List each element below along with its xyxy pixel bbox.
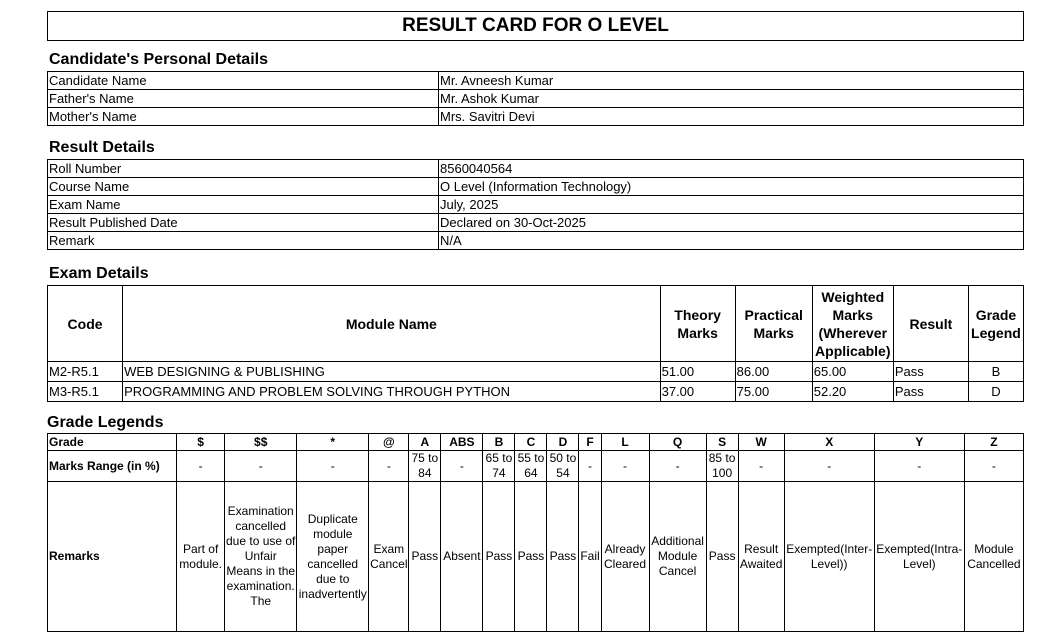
grade-marks-range: - bbox=[369, 451, 409, 482]
table-row bbox=[48, 196, 1024, 214]
grade-legend: B bbox=[968, 362, 1023, 382]
grade-remark: Duplicate module paper cancelled due to inadvertently bbox=[297, 482, 369, 632]
grade-marks-range: - bbox=[579, 451, 601, 482]
grade-code: C bbox=[515, 434, 547, 451]
grade-remark: Pass bbox=[547, 482, 579, 632]
grade-code: Q bbox=[649, 434, 706, 451]
remarks-row bbox=[48, 482, 1024, 632]
grade-remark: Pass bbox=[706, 482, 738, 632]
roll-number-value: 8560040564 bbox=[439, 160, 1024, 178]
col-code-header: Code bbox=[48, 286, 123, 362]
grade-code: $ bbox=[177, 434, 225, 451]
grade-remark: Part of module. bbox=[177, 482, 225, 632]
table-row bbox=[48, 72, 1024, 90]
grade-marks-range: - bbox=[874, 451, 964, 482]
marks-range-label: Marks Range (in %) bbox=[48, 451, 177, 482]
grade-legends-heading: Grade Legends bbox=[47, 414, 164, 431]
grade-code: F bbox=[579, 434, 601, 451]
grade-code: Z bbox=[964, 434, 1023, 451]
weighted-marks: 52.20 bbox=[812, 382, 893, 402]
grade-remark: Exam Cancel bbox=[369, 482, 409, 632]
grade-remark: Result Awaited bbox=[738, 482, 784, 632]
practical-marks: 75.00 bbox=[735, 382, 812, 402]
grade-code: D bbox=[547, 434, 579, 451]
grade-marks-range: - bbox=[964, 451, 1023, 482]
grade-marks-range: - bbox=[297, 451, 369, 482]
col-practical-header: Practical Marks bbox=[735, 286, 812, 362]
module-code: M2-R5.1 bbox=[48, 362, 123, 382]
personal-details-table bbox=[47, 71, 1024, 126]
weighted-marks: 65.00 bbox=[812, 362, 893, 382]
grade-remark: Fail bbox=[579, 482, 601, 632]
grade-marks-range: - bbox=[601, 451, 649, 482]
grade-remark: Pass bbox=[409, 482, 441, 632]
marks-range-row bbox=[48, 451, 1024, 482]
grade-marks-range: 50 to 54 bbox=[547, 451, 579, 482]
grade-remark: Exempted(Inter-Level)) bbox=[784, 482, 874, 632]
theory-marks: 51.00 bbox=[660, 362, 735, 382]
father-name-label: Father's Name bbox=[48, 90, 439, 108]
grade-marks-range: - bbox=[738, 451, 784, 482]
exam-name-value: July, 2025 bbox=[439, 196, 1024, 214]
table-header-row bbox=[48, 286, 1024, 362]
grade-code: * bbox=[297, 434, 369, 451]
practical-marks: 86.00 bbox=[735, 362, 812, 382]
grade-marks-range: 55 to 64 bbox=[515, 451, 547, 482]
grade-marks-range: 65 to 74 bbox=[483, 451, 515, 482]
grade-remark: Exempted(Intra-Level) bbox=[874, 482, 964, 632]
father-name-value: Mr. Ashok Kumar bbox=[439, 90, 1024, 108]
theory-marks: 37.00 bbox=[660, 382, 735, 402]
grade-code: A bbox=[409, 434, 441, 451]
result-details-heading: Result Details bbox=[49, 139, 155, 156]
grade-code: X bbox=[784, 434, 874, 451]
exam-details-heading: Exam Details bbox=[49, 265, 149, 282]
grade-code: ABS bbox=[441, 434, 483, 451]
grade-remark: Additional Module Cancel bbox=[649, 482, 706, 632]
grade-code: Y bbox=[874, 434, 964, 451]
grade-marks-range: - bbox=[441, 451, 483, 482]
grade-remark: Examination cancelled due to use of Unfair Means in the examination. The bbox=[225, 482, 297, 632]
candidate-name-value: Mr. Avneesh Kumar bbox=[439, 72, 1024, 90]
grade-remark: Module Cancelled bbox=[964, 482, 1023, 632]
published-date-value: Declared on 30-Oct-2025 bbox=[439, 214, 1024, 232]
exam-name-label: Exam Name bbox=[48, 196, 439, 214]
grade-code: B bbox=[483, 434, 515, 451]
module-code: M3-R5.1 bbox=[48, 382, 123, 402]
col-weighted-header: Weighted Marks (Wherever Applicable) bbox=[812, 286, 893, 362]
col-theory-header: Theory Marks bbox=[660, 286, 735, 362]
grade-legends-table bbox=[47, 433, 1024, 632]
personal-details-heading: Candidate's Personal Details bbox=[49, 51, 268, 68]
module-name: PROGRAMMING AND PROBLEM SOLVING THROUGH PYTHON bbox=[123, 382, 661, 402]
roll-number-label: Roll Number bbox=[48, 160, 439, 178]
grade-remark: Absent bbox=[441, 482, 483, 632]
module-result: Pass bbox=[893, 362, 968, 382]
grade-code: $$ bbox=[225, 434, 297, 451]
grade-marks-range: 85 to 100 bbox=[706, 451, 738, 482]
mother-name-label: Mother's Name bbox=[48, 108, 439, 126]
grade-remark: Already Cleared bbox=[601, 482, 649, 632]
grade-legend: D bbox=[968, 382, 1023, 402]
table-row bbox=[48, 160, 1024, 178]
grade-marks-range: - bbox=[225, 451, 297, 482]
remarks-label: Remarks bbox=[48, 482, 177, 632]
grade-marks-range: - bbox=[784, 451, 874, 482]
grade-code: L bbox=[601, 434, 649, 451]
page-title: RESULT CARD FOR O LEVEL bbox=[47, 11, 1024, 41]
table-row bbox=[48, 232, 1024, 250]
exam-details-table bbox=[47, 285, 1024, 402]
mother-name-value: Mrs. Savitri Devi bbox=[439, 108, 1024, 126]
grade-marks-range: - bbox=[649, 451, 706, 482]
grade-code: @ bbox=[369, 434, 409, 451]
grade-remark: Pass bbox=[515, 482, 547, 632]
result-details-table bbox=[47, 159, 1024, 250]
grade-marks-range: - bbox=[177, 451, 225, 482]
grade-marks-range: 75 to 84 bbox=[409, 451, 441, 482]
grade-row-label: Grade bbox=[48, 434, 177, 451]
table-row bbox=[48, 108, 1024, 126]
grade-code: W bbox=[738, 434, 784, 451]
published-date-label: Result Published Date bbox=[48, 214, 439, 232]
remark-value: N/A bbox=[439, 232, 1024, 250]
grade-code: S bbox=[706, 434, 738, 451]
module-name: WEB DESIGNING & PUBLISHING bbox=[123, 362, 661, 382]
module-result: Pass bbox=[893, 382, 968, 402]
course-name-label: Course Name bbox=[48, 178, 439, 196]
course-name-value: O Level (Information Technology) bbox=[439, 178, 1024, 196]
col-result-header: Result bbox=[893, 286, 968, 362]
table-row bbox=[48, 178, 1024, 196]
table-row bbox=[48, 362, 1024, 382]
table-row bbox=[48, 90, 1024, 108]
col-grade-header: Grade Legend bbox=[968, 286, 1023, 362]
grade-row bbox=[48, 434, 1024, 451]
candidate-name-label: Candidate Name bbox=[48, 72, 439, 90]
col-module-header: Module Name bbox=[123, 286, 661, 362]
table-row bbox=[48, 214, 1024, 232]
table-row bbox=[48, 382, 1024, 402]
remark-label: Remark bbox=[48, 232, 439, 250]
grade-remark: Pass bbox=[483, 482, 515, 632]
